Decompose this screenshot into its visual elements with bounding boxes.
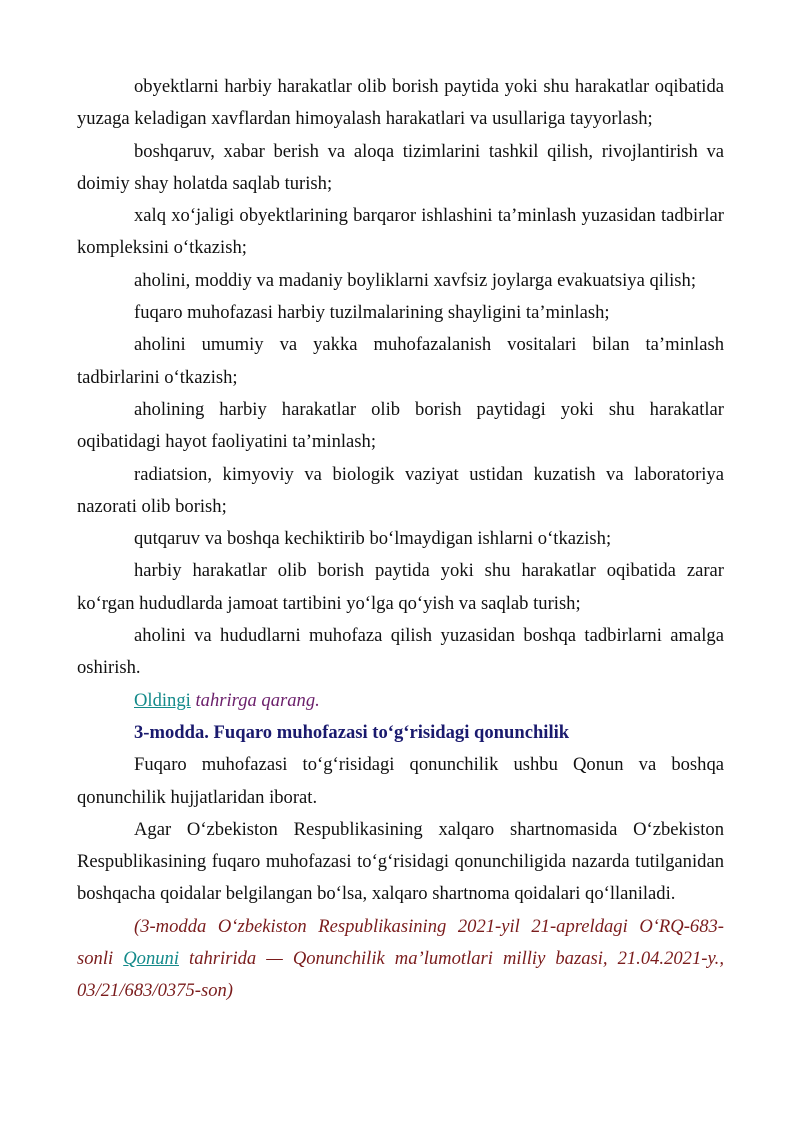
article-paragraph: Agar O‘zbekiston Respublikasining xalqaro shartnomasida O‘zbekiston Respublikasining fuqaro muhofazasi to‘g‘risidagi qonunchiligida nazarda tutilganidan boshqacha qoidalar belgilangan bo‘lsa, xalqaro shartnoma qoidalari qo‘llaniladi. bbox=[77, 818, 724, 905]
source-note-after: tahririda — Qonunchilik ma’lumotlari milliy bazasi, 21.04.2021-y., 03/21/683/0375-son) bbox=[77, 948, 724, 1002]
list-item: aholining harbiy harakatlar olib borish paytidagi yoki shu harakatlar oqibatidagi hayot faoliyatini ta’minlash; bbox=[77, 398, 724, 453]
list-item: radiatsion, kimyoviy va biologik vaziyat ustidan kuzatish va laboratoriya nazorati olib borish; bbox=[77, 463, 724, 517]
list-item: harbiy harakatlar olib borish paytida yoki shu harakatlar oqibatida zarar ko‘rgan hududlarda jamoat tartibini yo‘lga qo‘yish va saqlab turish; bbox=[77, 560, 724, 614]
article-paragraph: Fuqaro muhofazasi to‘g‘risidagi qonunchilik ushbu Qonun va boshqa qonunchilik hujjatlaridan iborat. bbox=[77, 754, 724, 808]
source-note bbox=[77, 911, 724, 1008]
list-item: aholini, moddiy va madaniy boyliklarni xavfsiz joylarga evakuatsiya qilish; bbox=[134, 269, 696, 291]
previous-edition-link[interactable]: Oldingi bbox=[134, 689, 191, 711]
article-heading: 3-modda. Fuqaro muhofazasi to‘g‘risidagi qonunchilik bbox=[134, 721, 570, 743]
previous-edition-note bbox=[77, 685, 724, 717]
list-item: aholini umumiy va yakka muhofazalanish vositalari bilan ta’minlash tadbirlarini o‘tkazish; bbox=[77, 334, 724, 388]
list-item: boshqaruv, xabar berish va aloqa tizimlarini tashkil qilish, rivojlantirish va doimiy shay holatda saqlab turish; bbox=[77, 140, 724, 194]
list-item: xalq xo‘jaligi obyektlarining barqaror ishlashini ta’minlash yuzasidan tadbirlar kompleksini o‘tkazish; bbox=[77, 205, 724, 259]
list-item: qutqaruv va boshqa kechiktirib bo‘lmaydigan ishlarni o‘tkazish; bbox=[134, 528, 612, 550]
law-link[interactable]: Qonuni bbox=[123, 948, 179, 970]
list-item: fuqaro muhofazasi harbiy tuzilmalarining shayligini ta’minlash; bbox=[134, 302, 610, 324]
list-item: aholini va hududlarni muhofaza qilish yuzasidan boshqa tadbirlarni amalga oshirish. bbox=[77, 625, 724, 679]
source-note-before: (3-modda O‘zbekiston Respublikasining 2021-yil 21-apreldagi O‘RQ-683-sonli bbox=[77, 915, 724, 970]
list-item: obyektlarni harbiy harakatlar olib borish paytida yoki shu harakatlar oqibatida yuzaga keladigan xavflardan himoyalash harakatlari va usullariga tayyorlash; bbox=[77, 76, 724, 130]
previous-edition-text: tahrirga qarang. bbox=[195, 689, 320, 711]
